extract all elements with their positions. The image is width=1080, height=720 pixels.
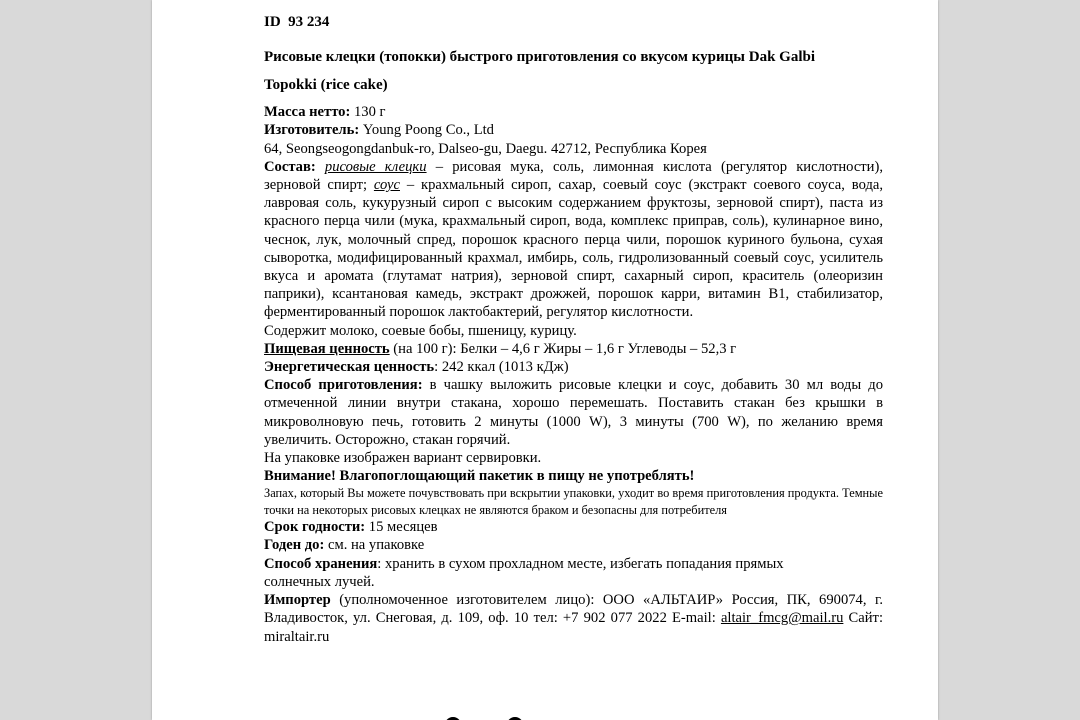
composition-label: Состав: — [264, 158, 316, 175]
product-id — [264, 13, 883, 31]
id-value: 93 234 — [288, 14, 330, 30]
net-mass — [264, 103, 883, 121]
mass-label: Масса нетто: — [264, 104, 351, 121]
nutrition-label: Пищевая ценность — [264, 340, 390, 357]
composition — [264, 158, 883, 322]
allergens: Содержит молоко, соевые бобы, пшеницу, курицу. — [264, 322, 577, 339]
importer-email-link[interactable]: altair_fmcg@mail.ru — [720, 610, 844, 627]
storage — [264, 555, 839, 591]
bottom-decoration — [442, 708, 542, 720]
site-label: Сайт: — [843, 610, 883, 627]
energy-value: : 242 ккал (1013 кДж) — [434, 359, 569, 376]
storage-value: : хранить в сухом прохладном месте, избегать попадания прямых солнечных лучей. — [264, 555, 784, 590]
serving-note: На упаковке изображен вариант сервировки. — [264, 450, 542, 467]
id-label: ID — [264, 14, 281, 30]
warning: Внимание! Влагопоглощающий пакетик в пищу не употреблять! — [264, 468, 695, 485]
product-subtitle: Topokki (rice cake) — [264, 77, 388, 94]
maker-label: Изготовитель: — [264, 122, 360, 139]
sauce-label: соус — [373, 177, 400, 194]
site-value: miraltair.ru — [264, 628, 330, 645]
energy — [264, 358, 883, 376]
nutrition — [264, 340, 883, 358]
importer-value: (уполномоченное изготовителем лицо): ООО «АЛЬТАИР» Россия, ПК, 690074, г. Владивосток, ул. Снеговая, д. 109, оф. 10 тел: +7 902 077 2022 E-mail: — [264, 592, 883, 627]
preparation — [264, 376, 883, 449]
mass-value: 130 г — [354, 104, 386, 121]
energy-label: Энергетическая ценность — [264, 359, 435, 376]
sauce-ingredients: – крахмальный сироп, сахар, соевый соус (экстракт соевого соуса, вода, лавровая соль, кукурузный сироп с высоким содержанием фруктозы, зерновой спирт), паста из красного перца чили (мука, крахмальный сироп, вода, комплекс приправ, соль), кулинарное вино, чеснок, лук, молочный спред, порошок красного перца чили, порошок куриного бульона, сухая сыворотка, модифицированный крахмал, имбирь, соль, гидролизованный соевый соус, усилитель вкуса и аромата (глутамат натрия), зерновой спирт, сахарный сироп, краситель (олеоризин паприки), ксантановая камедь, экстракт дрожжей, порошок карри, витамин B1, стабилизатор, ферментированный порошок лактобактерий, регулятор кислотности. — [264, 177, 883, 321]
prep-label: Способ приготовления: — [264, 377, 423, 394]
shelf-value: 15 месяцев — [365, 519, 438, 536]
product-title: Рисовые клецки (топокки) быстрого приготовления со вкусом курицы Dak Galbi — [264, 49, 816, 66]
rice-cake-label: рисовые клецки — [324, 158, 427, 175]
document-page — [152, 0, 938, 720]
importer-label: Импортер — [264, 592, 331, 609]
importer — [264, 591, 883, 646]
shelf-label: Срок годности: — [264, 519, 366, 536]
nutrition-value: (на 100 г): Белки – 4,6 г Жиры – 1,6 г Углеводы – 52,3 г — [389, 340, 737, 357]
best-before — [264, 536, 883, 554]
bestbefore-value: см. на упаковке — [324, 537, 425, 554]
maker-value: Young Poong Co., Ltd — [362, 122, 494, 139]
storage-label: Способ хранения — [264, 555, 378, 572]
rice-cake-ingredients: – рисовая мука, соль, лимонная кислота (регулятор кислотности), зерновой спирт; — [264, 158, 883, 194]
manufacturer-address: 64, Seongseogongdanbuk-ro, Dalseo-gu, Daegu. 42712, Республика Корея — [264, 140, 707, 157]
shelf-life — [264, 518, 883, 536]
bestbefore-label: Годен до: — [264, 537, 325, 554]
smell-note: Запах, который Вы можете почувствовать при вскрытии упаковки, уходит во время приготовления продукта. Темные точки на некоторых рисовых клецках не являются браком и безопасны для потребителя — [264, 486, 883, 517]
prep-text: в чашку выложить рисовые клецки и соус, добавить 30 мл воды до отмеченной линии внутри стакана, хорошо перемешать. Поставить стакан без крышки в микроволновую печь, готовить 2 минуты (1000 W), 3 минуты (700 W), по желанию время увеличить. Осторожно, стакан горячий. — [264, 377, 883, 448]
document-content — [264, 10, 883, 646]
manufacturer — [264, 121, 883, 139]
